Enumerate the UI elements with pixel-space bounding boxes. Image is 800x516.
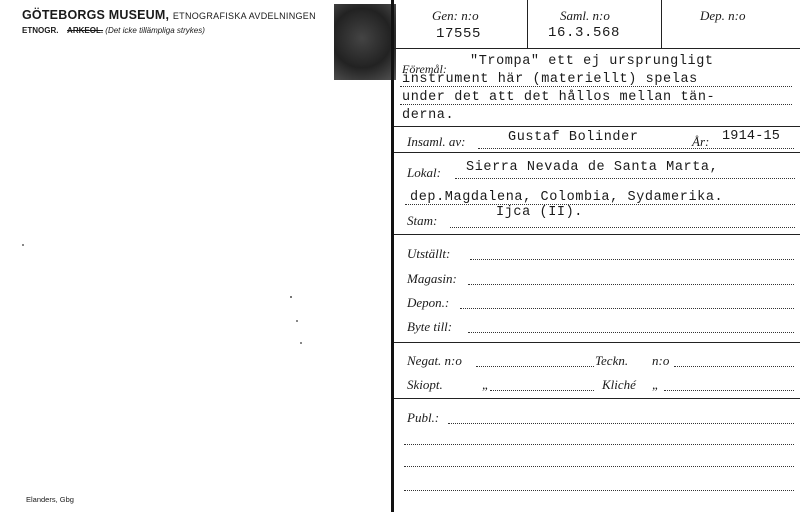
dotted-rule: [460, 308, 794, 309]
dotted-rule: [478, 148, 794, 149]
speck: [300, 342, 302, 344]
lokal-label: Lokal:: [407, 165, 441, 180]
publ-label: Publ.:: [407, 410, 440, 425]
arkeol-label-struck: ARKEOL.: [67, 26, 104, 35]
section-rule: [394, 234, 800, 235]
gen-label: Gen: n:o: [432, 8, 479, 23]
teckn-number-label: n:o: [652, 353, 670, 368]
section-rule: [394, 342, 800, 343]
dep-label: Dep. n:o: [700, 8, 746, 23]
dotted-rule: [674, 366, 794, 367]
foremal-line: "Trompa" ett ej ursprungligt: [470, 54, 714, 69]
strike-note: (Det icke tillämpliga strykes): [105, 26, 205, 35]
magasin-label: Magasin:: [407, 271, 457, 286]
negat-label: Negat. n:o: [407, 353, 462, 368]
dotted-rule: [490, 390, 594, 391]
saml-value: 16.3.568: [548, 25, 621, 41]
etnogr-label: ETNOGR.: [22, 26, 59, 35]
teckn-label: Teckn.: [595, 353, 629, 368]
dotted-rule: [404, 466, 794, 467]
column-divider: [661, 0, 662, 48]
photo-area: [334, 4, 396, 80]
utstallt-label: Utställt:: [407, 246, 451, 261]
dotted-rule: [664, 390, 794, 391]
dotted-rule: [468, 332, 794, 333]
dotted-rule: [470, 259, 794, 260]
ar-label: År:: [692, 134, 710, 149]
column-divider: [527, 0, 528, 48]
header-rule: [394, 48, 800, 49]
foremal-line: derna.: [402, 108, 455, 123]
dotted-rule: [455, 178, 795, 179]
foremal-line: under det att det hållos mellan tän-: [402, 90, 716, 105]
dotted-rule: [404, 444, 794, 445]
dotted-rule: [450, 227, 795, 228]
insaml-label: Insaml. av:: [407, 134, 466, 149]
section-rule: [394, 152, 800, 153]
dotted-rule: [448, 423, 794, 424]
ar-value: 1914-15: [722, 129, 781, 144]
kliche-mark: „: [652, 377, 660, 392]
stam-value: Ijca (II).: [496, 205, 584, 220]
byte-label: Byte till:: [407, 319, 453, 334]
skiopt-mark: „: [482, 377, 490, 392]
card-divider: [391, 0, 394, 512]
department-name: ETNOGRAFISKA AVDELNINGEN: [172, 11, 316, 21]
dotted-rule: [405, 204, 795, 205]
skiopt-label: Skiopt.: [407, 377, 443, 392]
museum-heading: [22, 8, 316, 22]
speck: [290, 296, 292, 298]
dotted-rule: [400, 86, 792, 87]
dotted-rule: [400, 104, 792, 105]
speck: [22, 244, 24, 246]
foremal-label: Föremål:: [402, 62, 447, 76]
section-rule: [394, 126, 800, 127]
museum-name: GÖTEBORGS MUSEUM,: [22, 8, 170, 22]
gen-value: 17555: [436, 26, 482, 42]
dotted-rule: [404, 490, 794, 491]
section-rule: [394, 398, 800, 399]
foremal-line: instrument här (materiellt) spelas: [402, 72, 698, 87]
lokal-line: Sierra Nevada de Santa Marta,: [466, 160, 719, 175]
printer-imprint: Elanders, Gbg: [26, 495, 74, 504]
lokal-line: dep.Magdalena, Colombia, Sydamerika.: [410, 190, 724, 205]
saml-label: Saml. n:o: [560, 8, 610, 23]
speck: [296, 320, 298, 322]
category-line: [22, 26, 205, 35]
stam-label: Stam:: [407, 213, 438, 228]
insaml-value: Gustaf Bolinder: [508, 130, 639, 145]
dotted-rule: [476, 366, 594, 367]
kliche-label: Kliché: [602, 377, 636, 392]
dotted-rule: [468, 284, 794, 285]
depon-label: Depon.:: [407, 295, 450, 310]
